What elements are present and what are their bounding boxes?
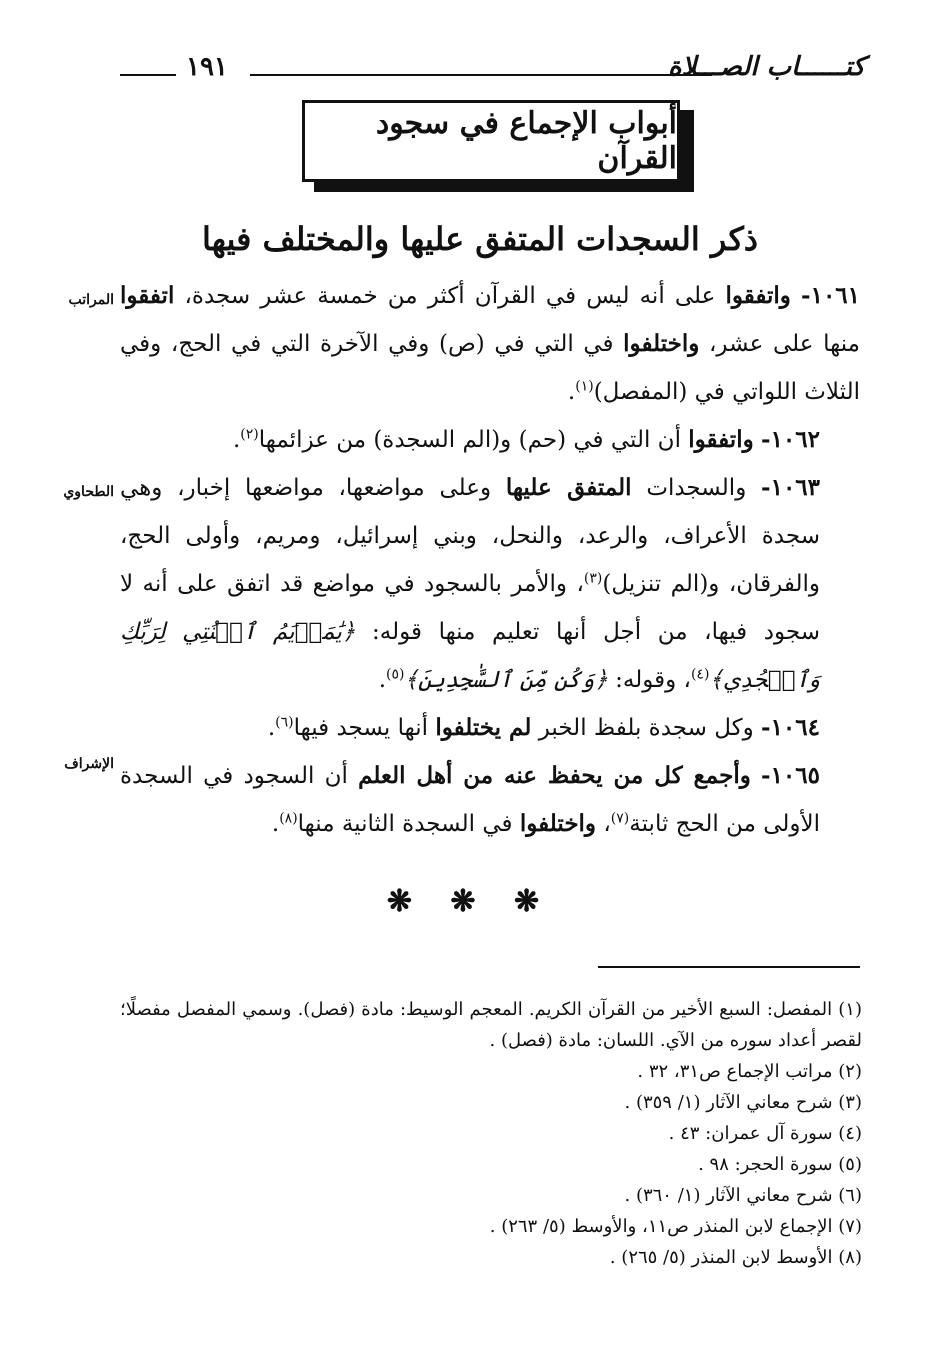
paragraph-number: ١٠٦١- (801, 282, 861, 309)
period: . (232, 427, 241, 453)
main-text (120, 272, 860, 848)
footnote-ref: (٦) (275, 714, 294, 731)
text-run: على أنه ليس في القرآن أكثر من خمسة عشر سجدة، (184, 283, 716, 309)
text-run: أنها يسجد فيها (293, 715, 429, 741)
text-run: في التي في (ص) وفي الآخرة التي في الحج، وفي الثلاث اللواتي في (المفصل) (120, 331, 860, 405)
paragraph-1062 (120, 416, 860, 464)
footnote-4: (٤) سورة آل عمران: ٤٣ . (668, 1123, 862, 1144)
section-title: ذكر السجدات المتفق عليها والمختلف فيها (201, 220, 759, 258)
bold-phrase: لم يختلفوا (435, 714, 532, 741)
margin-note-maratib: المراتب (68, 292, 114, 308)
header-rule (250, 74, 712, 76)
period: . (378, 667, 387, 693)
footnote-5: (٥) سورة الحجر: ٩٨ . (698, 1154, 862, 1175)
paragraph-1064 (120, 704, 860, 752)
text-run: ، (603, 811, 611, 837)
period: . (271, 811, 280, 837)
period: . (267, 715, 276, 741)
paragraph-1065 (120, 752, 860, 848)
text-run: وعلى مواضعها، مواضعها إخبار، وهي سجدة الأعراف، والرعد، والنحل، وبني إسرائيل، ومريم، وأولى الحج، والفرقان، و(الم تنزيل) (120, 475, 820, 597)
bold-phrase: اتفقوا (120, 282, 175, 309)
quran-verse: ﴿وَكُن مِّنَ ٱلسَّٰجِدِينَ﴾ (404, 667, 608, 693)
chapter-box (302, 100, 680, 182)
footnote-6: (٦) شرح معاني الآثار (١/ ٣٦٠) . (624, 1185, 862, 1206)
footnotes (120, 994, 862, 1273)
chapter-title: أبواب الإجماع في سجود القرآن (375, 106, 677, 176)
margin-note-ishraf: الإشراف (64, 756, 114, 772)
paragraph-number: ١٠٦٤- (761, 714, 820, 741)
footnote-rule (598, 966, 860, 968)
bold-phrase: المتفق عليها (505, 474, 632, 501)
bold-phrase: واتفقوا (725, 282, 791, 309)
page-number: ١٩١ (186, 52, 228, 82)
footnote-ref: (٣) (583, 570, 603, 587)
bold-phrase: واتفقوا (688, 426, 754, 453)
footnote-ref: (٢) (240, 426, 259, 443)
text-run: في السجدة الثانية منها (297, 811, 513, 837)
text-run: منها على عشر، (709, 331, 861, 357)
text-run: والسجدات (646, 475, 747, 501)
footnote-ref: (٥) (386, 666, 405, 683)
book-title: كتــــــاب الصـــلاة (667, 52, 865, 82)
bold-phrase: واختلفوا (623, 330, 700, 357)
quran-verse: ﴿يَٰمَرۡيَمُ ٱقۡنُتِي لِرَبِّكِ وَٱسۡجُدِي﴾ (120, 619, 820, 693)
paragraph-number: ١٠٦٥- (761, 762, 820, 789)
period: . (567, 379, 576, 405)
paragraph-1061 (120, 272, 860, 416)
text-run: أن التي في (حم) و(الم السجدة) من عزائمها (258, 427, 681, 453)
text-run: أن السجود في السجدة الأولى من الحج ثابتة (120, 763, 820, 837)
paragraph-number: ١٠٦٢- (761, 426, 820, 453)
section-separator: ❋ ❋ ❋ (386, 884, 554, 919)
footnote-8: (٨) الأوسط لابن المنذر (٥/ ٢٦٥) . (609, 1247, 862, 1268)
footnote-1: (١) المفصل: السبع الأخير من القرآن الكريم. المعجم الوسيط: مادة (فصل). وسمي المفصل مفصلًا؛ لقصر أعداد سوره من الآي. اللسان: مادة (فصل) . (120, 999, 862, 1051)
footnote-ref: (٧) (610, 810, 630, 827)
header-rule-short (120, 74, 176, 76)
paragraph-1063 (120, 464, 860, 704)
footnote-ref: (٨) (279, 810, 298, 827)
bold-phrase: واختلفوا (519, 810, 597, 837)
margin-note-tahawi: الطحاوي (63, 484, 114, 500)
footnote-ref: (٤) (690, 666, 710, 683)
paragraph-number: ١٠٦٣- (761, 474, 821, 501)
footnote-7: (٧) الإجماع لابن المنذر ص١١، والأوسط (٥/ ٢٦٣) . (489, 1216, 862, 1237)
text-run: ، والأمر بالسجود في مواضع قد اتفق على أنه لا سجود فيها، من أجل أنها تعليم منها قوله: (120, 571, 820, 645)
footnote-2: (٢) مراتب الإجماع ص٣١، ٣٢ . (637, 1061, 862, 1082)
bold-phrase: وأجمع كل من يحفظ عنه من أهل العلم (358, 762, 751, 789)
running-header (120, 52, 865, 92)
footnote-3: (٣) شرح معاني الآثار (١/ ٣٥٩) . (624, 1092, 862, 1113)
text-run: وكل سجدة بلفظ الخبر (538, 715, 754, 741)
footnote-ref: (١) (575, 378, 594, 395)
text-run: ، وقوله: (615, 667, 691, 693)
